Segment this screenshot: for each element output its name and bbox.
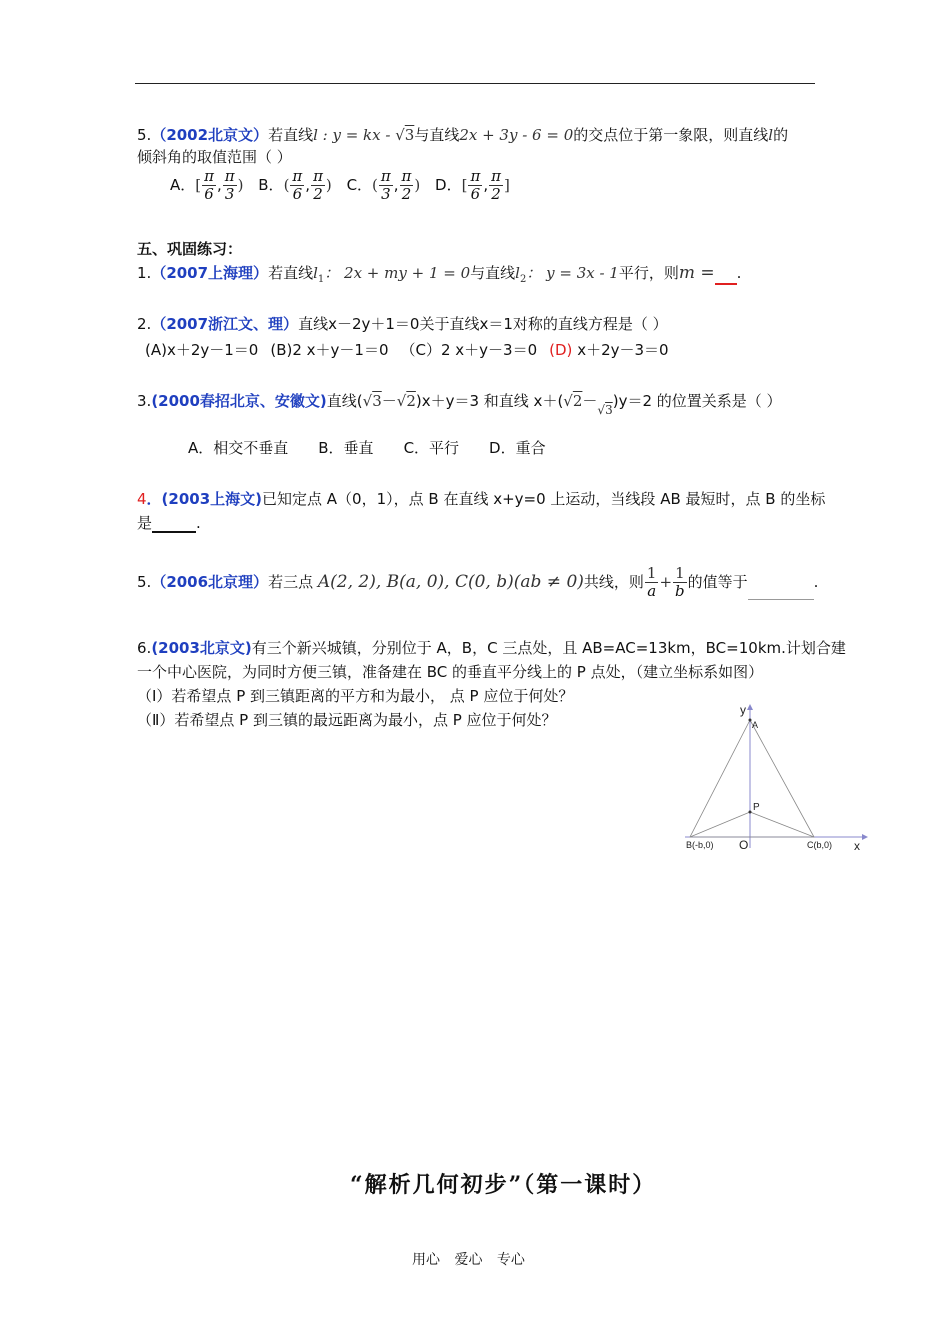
exercise-4-line2: 是 . [137, 514, 201, 532]
lesson-title: “解析几何初步”（第一课时） [350, 1172, 657, 1198]
y-axis-label: y [740, 703, 746, 717]
point-p [749, 811, 752, 814]
point-c-label: C(b,0) [807, 840, 833, 850]
y-axis-arrow-icon [747, 704, 753, 710]
x-axis-arrow-icon [862, 834, 868, 840]
page-footer: 用心 爱心 专心 [412, 1252, 525, 1268]
exercise-5: 5.（2006北京理）若三点 A(2, 2), B(a, 0), C(0, b)(ab ≠ 0)共线，则 $\frac{1}{a}$ + $\frac{1}{b}$ 的值等于 . [137, 564, 819, 600]
triangle-abc [690, 720, 814, 837]
q5-line2: 倾斜角的取值范围（ ） [137, 148, 292, 166]
section-heading: 五、巩固练习： [137, 240, 243, 258]
q5-options [170, 168, 510, 203]
origin-label: O [739, 838, 749, 852]
q5-option-c: C．( $\frac{\pi}{3}$ , $\frac{\pi}{2}$ ) [346, 167, 421, 203]
answer-blank [748, 599, 814, 600]
answer-blank [715, 283, 737, 285]
exercise-6-line1: 6.(2003北京文)有三个新兴城镇，分别位于 A，B，C 三点处，且 AB=AC=13km，BC=10km.计划合建 [137, 639, 846, 657]
exercise-2-options: (A)x＋2y－1＝0 (B)2 x＋y－1＝0 （C）2 x＋y－3＝0 (D) x＋2y－3＝0 [145, 341, 669, 359]
exercise-6-part1: （Ⅰ）若希望点 P 到三镇距离的平方和为最小， 点 P 应位于何处？ [137, 687, 574, 705]
exercise-3-options: A．相交不垂直 B．垂直 C．平行 D．重合 [188, 439, 546, 457]
q5-option-d: D．[ $\frac{\pi}{6}$ , $\frac{\pi}{2}$ ] [435, 167, 510, 203]
exercise-2: 2.（2007浙江文、理）直线x－2y＋1＝0关于直线x＝1对称的直线方程是（ ） [137, 315, 668, 333]
exercise-6-line2: 一个中心医院，为同时方便三镇，准备建在 BC 的垂直平分线上的 P 点处，（建立坐标系如图） [137, 663, 764, 681]
header-rule [135, 83, 815, 84]
q5-option-b: B．( $\frac{\pi}{6}$ , $\frac{\pi}{2}$ ) [258, 167, 332, 203]
point-a-label: A [752, 720, 759, 730]
exercise-6-part2: （Ⅱ）若希望点 P 到三镇的最远距离为最小，点 P 应位于何处？ [137, 711, 557, 729]
point-b-label: B(-b,0) [686, 840, 714, 850]
exercise-1: 1.（2007上海理）若直线$l_1$： 2x + my + 1 = 0与直线$l_2$： y = 3x - 1平行，则m = . [137, 263, 742, 285]
point-p-label: P [753, 802, 760, 813]
q5-line1: 5.（2002北京文）若直线l : y = kx - √3与直线2x + 3y - 6 = 0的交点位于第一象限，则直线l的 [137, 126, 789, 144]
exercise-4: 4．(2003上海文)已知定点 A（0，1），点 B 在直线 x+y=0 上运动，当线段 AB 最短时，点 B 的坐标 [137, 490, 826, 508]
exercise-3: 3.(2000春招北京、安徽文)直线(√3－√2)x＋y＝3 和直线 $x+(√2-_{√3})y=2$ 的位置关系是（ ） [137, 392, 782, 417]
x-axis-label: x [854, 839, 860, 853]
coordinate-figure [670, 700, 870, 860]
q5-option-a: A．[ $\frac{\pi}{6}$ , $\frac{\pi}{3}$ ) [170, 167, 244, 203]
segment-pb [690, 812, 750, 837]
answer-blank [152, 531, 196, 533]
segment-pc [750, 812, 814, 837]
